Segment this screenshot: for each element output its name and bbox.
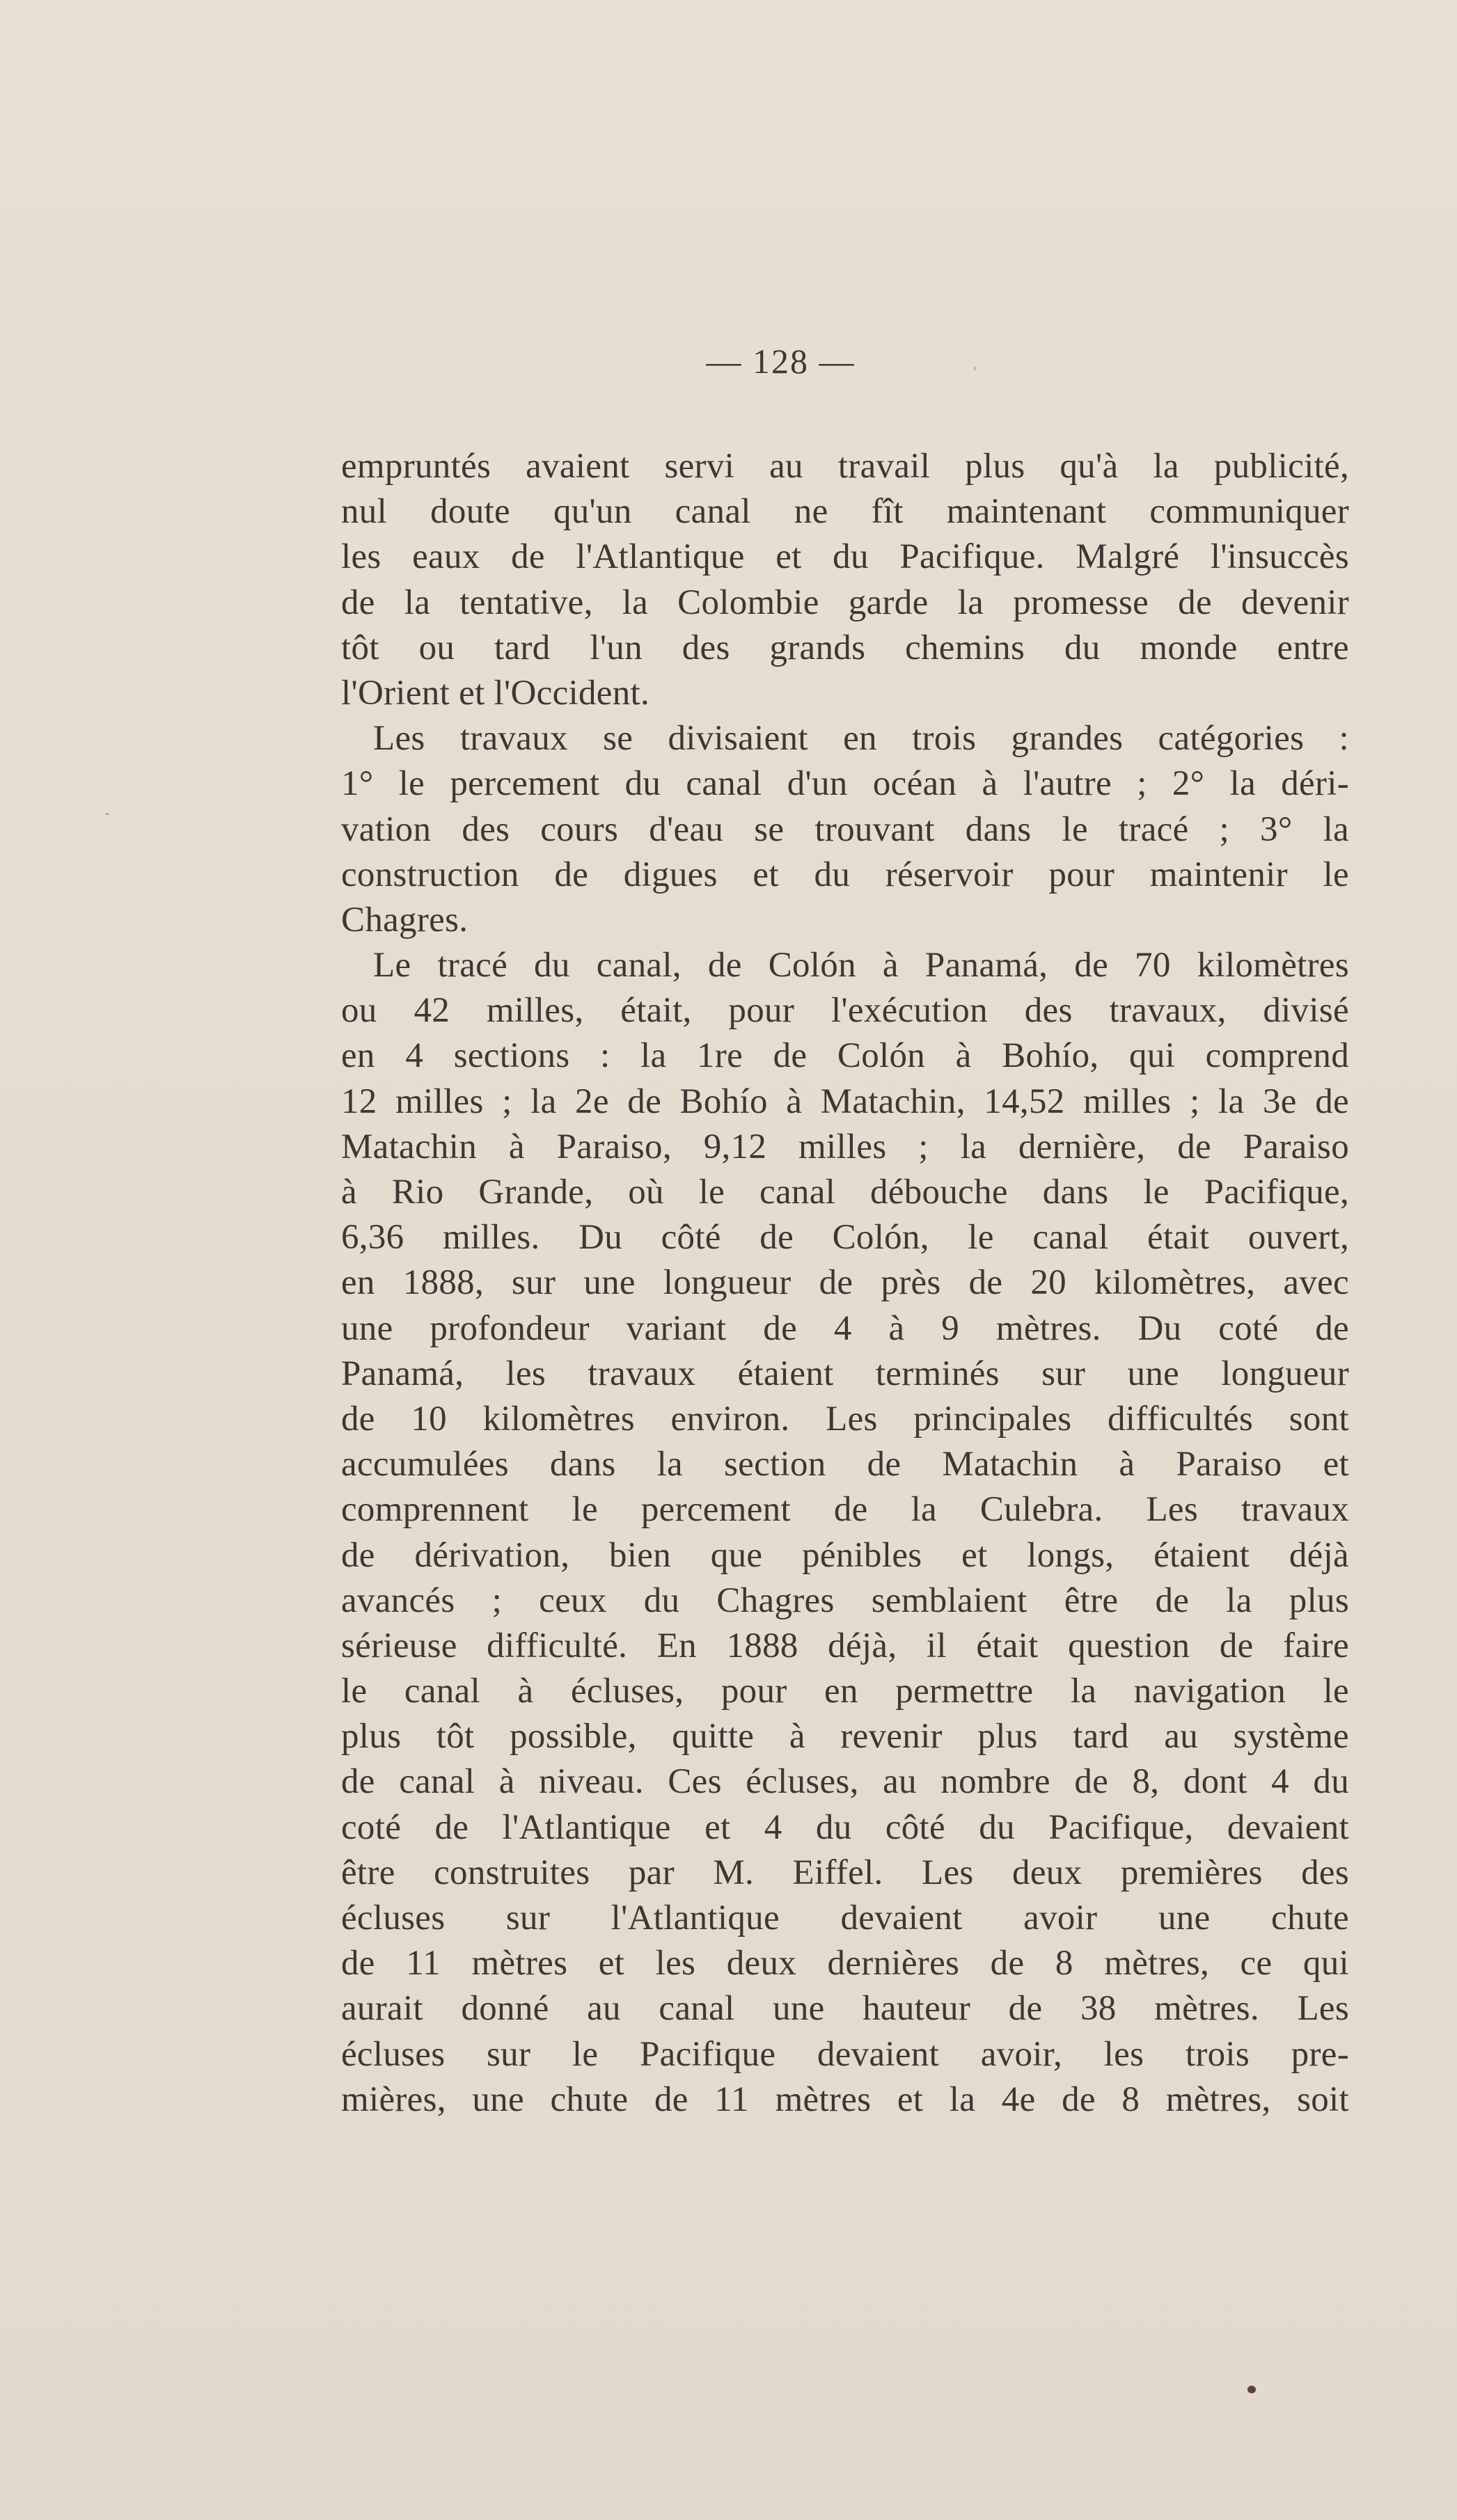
text-line: Les travaux se divisaient en trois grandes catégories : [373,719,1349,759]
text-line: avancés ; ceux du Chagres semblaient être de la plus [341,1580,1349,1620]
text-line: 12 milles ; la 2e de Bohío à Matachin, 14,52 milles ; la 3e de [341,1081,1349,1121]
text-line: mières, une chute de 11 mètres et la 4e de 8 mètres, soit [341,2079,1349,2119]
text-line: être construites par M. Eiffel. Les deux premières des [341,1853,1349,1892]
text-line: de 11 mètres et les deux dernières de 8 mètres, ce qui [341,1944,1349,1983]
text-line: Matachin à Paraiso, 9,12 milles ; la dernière, de Paraiso [341,1127,1349,1166]
text-line: écluses sur le Pacifique devaient avoir, les trois pre- [341,2034,1349,2074]
text-line: Panamá, les travaux étaient terminés sur une longueur [341,1354,1349,1393]
text-line: en 1888, sur une longueur de près de 20 kilomètres, avec [341,1263,1349,1303]
paper-speck [106,813,109,815]
text-line: sérieuse difficulté. En 1888 déjà, il était question de faire [341,1626,1349,1665]
text-line: plus tôt possible, quitte à revenir plus tard au système [341,1717,1349,1757]
text-line: coté de l'Atlantique et 4 du côté du Pacifique, devaient [341,1807,1349,1847]
text-line: l'Orient et l'Occident. [341,673,650,713]
text-line: à Rio Grande, où le canal débouche dans le Pacifique, [341,1173,1349,1212]
text-line: empruntés avaient servi au travail plus qu'à la publicité, [341,447,1349,486]
text-line: 6,36 milles. Du côté de Colón, le canal était ouvert, [341,1218,1349,1258]
text-line: en 4 sections : la 1re de Colón à Bohío, qui comprend [341,1036,1349,1076]
text-line: de canal à niveau. Ces écluses, au nombre de 8, dont 4 du [341,1762,1349,1802]
text-line: ou 42 milles, était, pour l'exécution des travaux, divisé [341,991,1349,1031]
text-line: nul doute qu'un canal ne fît maintenant communiquer [341,492,1349,532]
text-line: le canal à écluses, pour en permettre la navigation le [341,1672,1349,1711]
text-line: écluses sur l'Atlantique devaient avoir une chute [341,1899,1349,1937]
text-line: de 10 kilomètres environ. Les principales difficultés sont [341,1399,1349,1439]
text-line: une profondeur variant de 4 à 9 mètres. Du coté de [341,1308,1349,1348]
text-line: Le tracé du canal, de Colón à Panamá, de 70 kilomètres [373,946,1349,985]
text-line: de la tentative, la Colombie garde la promesse de devenir [341,583,1349,622]
text-line: de dérivation, bien que pénibles et longs, étaient déjà [341,1535,1349,1575]
text-line: 1° le percement du canal d'un océan à l'autre ; 2° la déri- [341,764,1349,804]
text-line: accumulées dans la section de Matachin à Paraiso et [341,1445,1349,1484]
text-line: les eaux de l'Atlantique et du Pacifique. Malgré l'insuccès [341,537,1349,577]
text-line: vation des cours d'eau se trouvant dans le tracé ; 3° la [341,809,1349,849]
text-line: tôt ou tard l'un des grands chemins du monde entre [341,628,1349,667]
ink-speck [1247,2386,1256,2393]
page-number: — 128 — [706,342,856,381]
text-line: aurait donné au canal une hauteur de 38 mètres. Les [341,1989,1349,2029]
text-line: Chagres. [341,900,468,940]
text-line: comprennent le percement de la Culebra. Les travaux [341,1490,1349,1530]
body-text [341,444,1349,2123]
text-line: construction de digues et du réservoir pour maintenir le [341,855,1349,894]
